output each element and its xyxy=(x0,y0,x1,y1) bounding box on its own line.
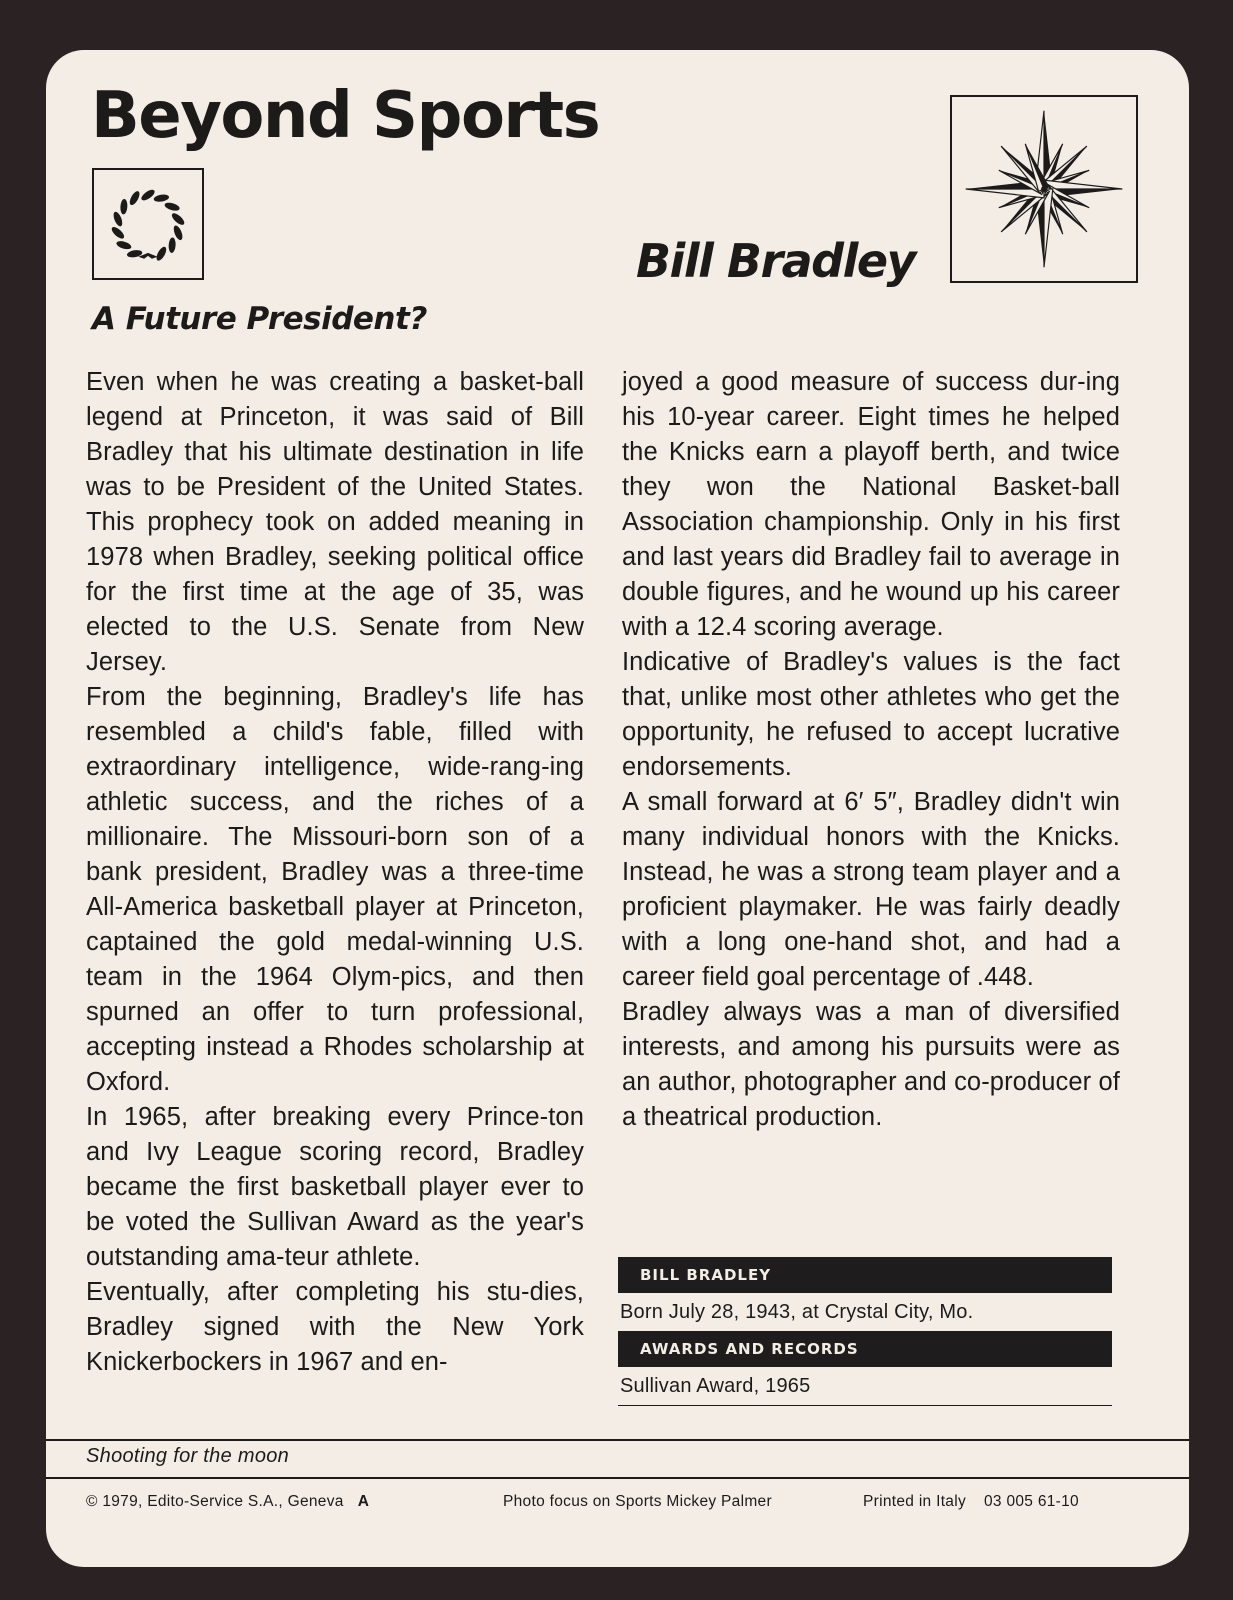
photo-caption: Shooting for the moon xyxy=(86,1445,290,1467)
series-title: Beyond Sports xyxy=(91,79,600,153)
photo-credit: Photo focus on Sports Mickey Palmer xyxy=(503,1493,772,1510)
edition-letter: A xyxy=(357,1493,370,1510)
wreath-leaf xyxy=(140,188,157,203)
paragraph: Eventually, after completing his stu-dies, Bradley signed with the New York Knickerbockers in 1967 and en- xyxy=(86,1278,584,1376)
wreath-leaf xyxy=(168,237,176,253)
bio-heading: BILL BRADLEY xyxy=(618,1257,1112,1293)
wreath-leaf xyxy=(153,193,169,202)
paragraph: Even when he was creating a basket-ball legend at Princeton, it was said of Bill Bradley that his ultimate destination in life was to be President of the United States. This prophecy took on added meaning in 1978 when Bradley, seeking political office for the first time at the age of 35, was elected to the U.S. Senate from New Jersey. xyxy=(86,368,584,676)
laurel-wreath-icon xyxy=(92,168,204,280)
compass-ray xyxy=(966,189,1044,198)
paragraph: From the beginning, Bradley's life has resembled a child's fable, filled with extraordinary intelligence, wide-rang-ing athletic success, and the riches of a millionaire. The Missouri-born son of a bank president, Bradley was a three-time All-America basketball player at Princeton, captained the gold medal-winning U.S. team in the 1964 Olym-pics, and then spurned an offer to turn professional, accepting instead a Rhodes scholarship at Oxford. xyxy=(86,683,584,1096)
awards-text: Sullivan Award, 1965 xyxy=(618,1367,1112,1406)
player-name: Bill Bradley xyxy=(636,234,916,288)
paragraph: joyed a good measure of success dur-ing his 10-year career. Eight times he helped the Knicks earn a playoff berth, and twice they won the National Basket-ball Association championship. Only in his first and last years did Bradley fail to average in double figures, and he wound up his career with a 12.4 scoring average. xyxy=(622,368,1120,641)
wreath-leaf xyxy=(128,190,142,207)
paragraph: In 1965, after breaking every Prince-ton and Ivy League scoring record, Bradley became the first basketball player ever to be voted the Sullivan Award as the year's outstanding ama-teur athlete. xyxy=(86,1103,584,1271)
paragraph: Bradley always was a man of diversified interests, and among his pursuits were as an author, photographer and co-producer of a theatrical production. xyxy=(622,998,1120,1131)
print-info xyxy=(863,1493,1079,1511)
article-column-right xyxy=(622,365,1120,1135)
compass-ray xyxy=(1044,180,1122,189)
printed-in: Printed in Italy xyxy=(863,1493,967,1510)
wreath-leaf xyxy=(115,240,132,251)
compass-rose-icon xyxy=(950,95,1138,283)
bio-text: Born July 28, 1943, at Crystal City, Mo. xyxy=(620,1301,974,1323)
wreath-leaf xyxy=(164,201,181,212)
wreath-leaf xyxy=(110,225,126,240)
wreath-leaf xyxy=(170,211,186,226)
article-subtitle: A Future President? xyxy=(92,301,427,337)
awards-heading: AWARDS AND RECORDS xyxy=(618,1331,1112,1367)
article-column-left xyxy=(86,365,584,1380)
compass-ray xyxy=(1044,189,1053,267)
card-code: 03 005 61-10 xyxy=(984,1493,1079,1510)
wreath-leaf xyxy=(155,245,169,262)
divider xyxy=(46,1439,1189,1441)
copyright xyxy=(86,1493,369,1511)
copyright-text: © 1979, Edito-Service S.A., Geneva xyxy=(86,1493,344,1510)
paragraph: Indicative of Bradley's values is the fact that, unlike most other athletes who get the opportunity, he refused to accept lucrative endorsements. xyxy=(622,648,1120,781)
fact-box xyxy=(618,1257,1112,1406)
paragraph: A small forward at 6′ 5″, Bradley didn't win many individual honors with the Knicks. Instead, he was a strong team player and a proficient playmaker. He was fairly deadly with a long one-hand shot, and had a career field goal percentage of .448. xyxy=(622,788,1120,991)
divider xyxy=(46,1477,1189,1479)
compass-hub xyxy=(1041,186,1047,192)
trading-card xyxy=(46,50,1189,1567)
wreath-leaf xyxy=(120,199,128,215)
